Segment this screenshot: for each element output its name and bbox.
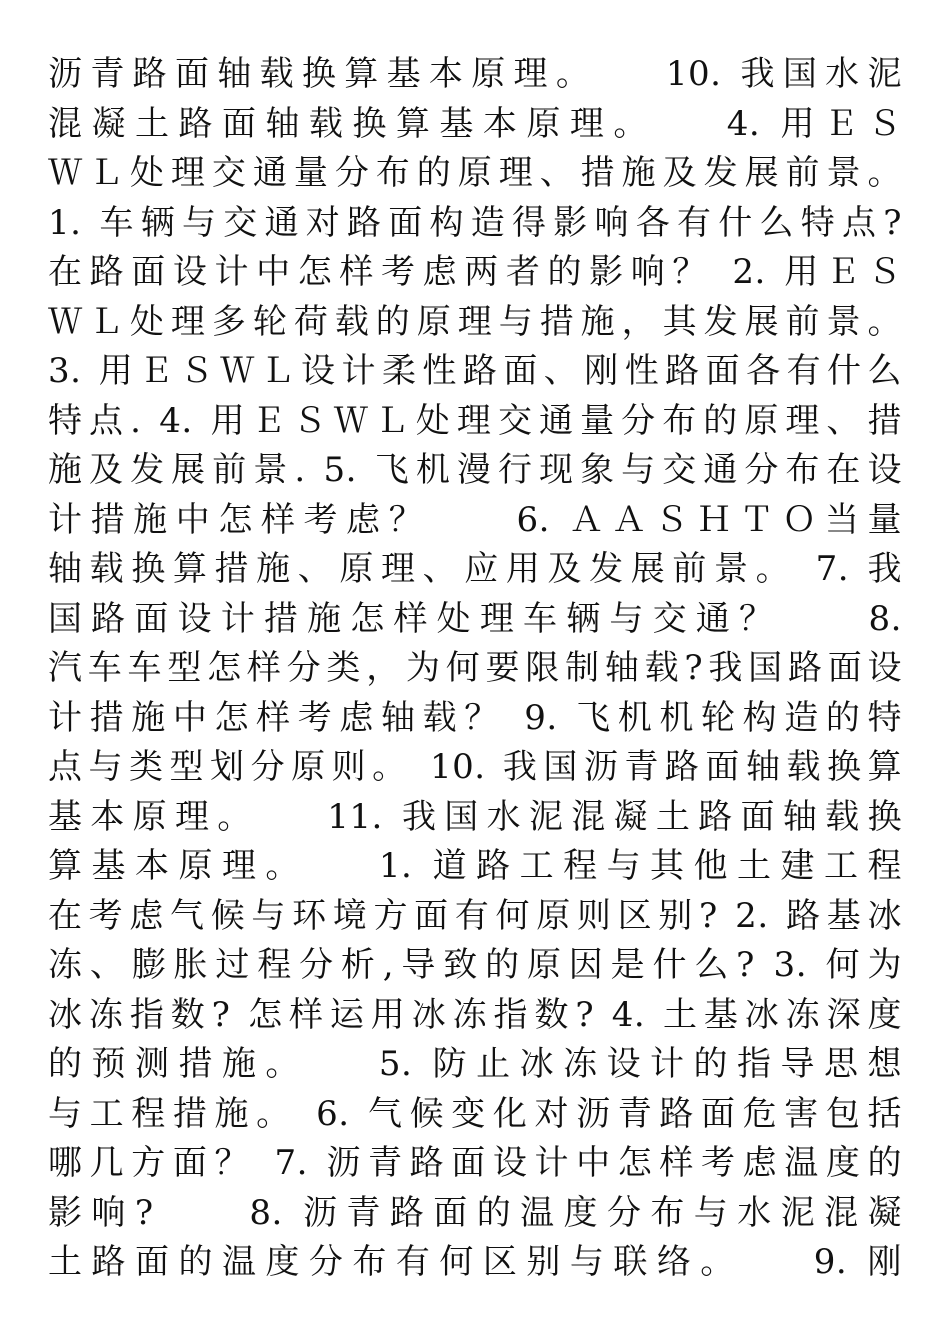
document-body (48, 50, 902, 1288)
text-line: 在路面设计中怎样考虑两者的影响？ 2. 用ＥＳ (48, 252, 902, 292)
text-line: 施及发展前景. 5. 飞机漫行现象与交通分布在设 (48, 450, 902, 490)
text-line: 影响? 8. 沥青路面的温度分布与水泥混凝 (48, 1192, 902, 1233)
text-line: 哪几方面？ 7. 沥青路面设计中怎样考虑温度的 (48, 1143, 902, 1183)
text-line: 国路面设计措施怎样处理车辆与交通？ 8. (48, 598, 902, 639)
text-line: ＷＬ处理多轮荷载的原理与措施，其发展前景。 (48, 301, 902, 342)
text-line: 冻、膨胀过程分析,导致的原因是什么? 3. 何为 (48, 945, 902, 985)
text-line: 沥青路面轴载换算基本原理。 10. 我国水泥 (48, 54, 902, 94)
text-line: 冰冻指数? 怎样运用冰冻指数? 4. 土基冰冻深度 (48, 994, 902, 1035)
text-line: 基本原理。 11. 我国水泥混凝土路面轴载换 (48, 796, 902, 837)
text-line: 计措施中怎样考虑轴载？ 9. 飞机机轮构造的特 (48, 697, 902, 738)
text-line: 特点. 4. 用ＥＳＷＬ处理交通量分布的原理、措 (48, 400, 902, 441)
text-line: 点与类型划分原则。 10. 我国沥青路面轴载换算 (48, 747, 902, 787)
text-line: 计措施中怎样考虑？ 6. ＡＡＳＨＴＯ当量 (48, 499, 902, 540)
text-line: 混凝土路面轴载换算基本原理。 4. 用ＥＳ (48, 103, 902, 144)
text-line: 的预测措施。 5. 防止冰冻设计的指导思想 (48, 1044, 902, 1084)
text-line: 算基本原理。 1. 道路工程与其他土建工程 (48, 846, 902, 886)
text-line: 1. 车辆与交通对路面构造得影响各有什么特点? (48, 202, 902, 243)
text-line: 土路面的温度分布有何区别与联络。 9. 刚 (48, 1242, 902, 1282)
text-line: 汽车车型怎样分类，为何要限制轴载?我国路面设 (48, 648, 902, 688)
text-line: 在考虑气候与环境方面有何原则区别? 2. 路基冰 (48, 895, 902, 936)
text-line: 3. 用ＥＳＷＬ设计柔性路面、刚性路面各有什么 (48, 351, 902, 391)
text-line: ＷＬ处理交通量分布的原理、措施及发展前景。 (48, 153, 902, 193)
text-line: 轴载换算措施、原理、应用及发展前景。 7. 我 (48, 549, 902, 589)
text-line: 与工程措施。 6. 气候变化对沥青路面危害包括 (48, 1093, 902, 1134)
